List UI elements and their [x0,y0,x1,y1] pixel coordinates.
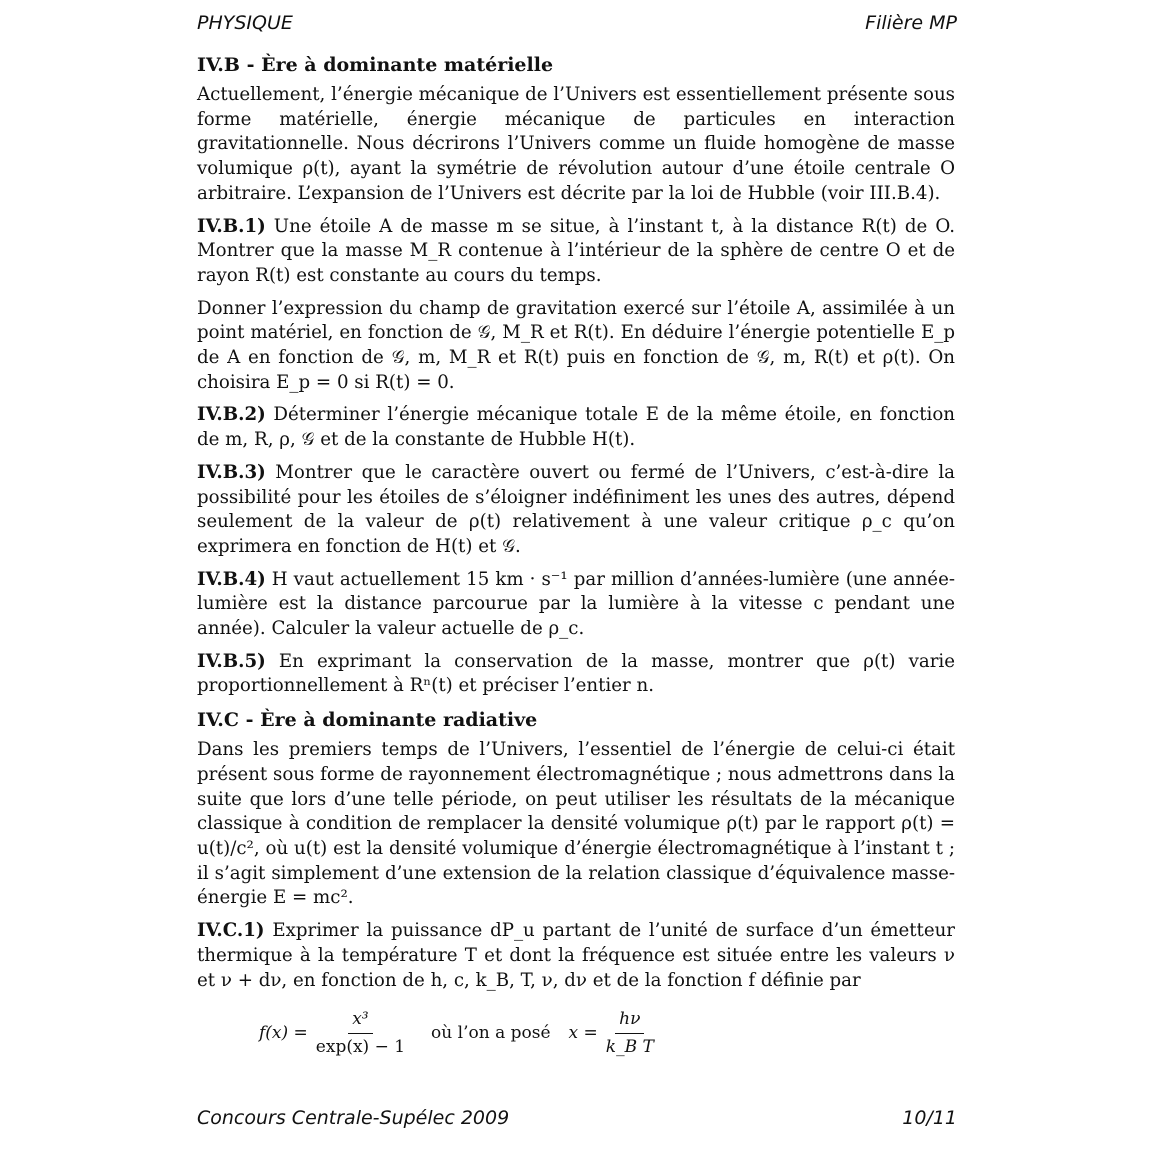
formula-x-eq: x = [568,1023,598,1044]
contest-label: Concours Centrale-Supélec 2009 [197,1107,510,1129]
question-text: Exprimer la puissance dP_u partant de l’unité de surface d’un émetteur thermique à la température T et dont la fréquence est située entre les valeurs ν et ν + dν, en fonction de h, c, k_B, T, ν, dν et de la fonction f définie par [197,920,955,991]
question-text: En exprimant la conservation de la masse, montrer que ρ(t) varie proportionnellement à Rⁿ(t) et préciser l’entier n. [197,650,955,697]
question-label: IV.C.1) [197,920,265,942]
question-label: IV.B.3) [197,461,266,483]
question-text: Une étoile A de masse m se situe, à l’instant t, à la distance R(t) de O. Montrer que la masse M_R contenue à l’intérieur de la sphère de centre O et de rayon R(t) est constante au cours du temps. [197,215,955,286]
fraction-numerator: hν [615,1007,644,1034]
question-text: Montrer que le caractère ouvert ou fermé de l’Univers, c’est-à-dire la possibilité pour les étoiles de s’éloigner indéfiniment les unes des autres, dépend seulement de la valeur de ρ(t) relativement à une valeur critique ρ_c qu’on exprimera en fonction de H(t) et 𝒢. [197,461,955,557]
question-ivc1 [197,919,955,993]
page-header [197,12,957,34]
fraction-f [316,1007,405,1059]
filiere-label: Filière MP [865,12,957,34]
fraction-denominator: exp(x) − 1 [315,1036,406,1057]
fraction-x [606,1007,654,1059]
question-text: Déterminer l’énergie mécanique totale E de la même étoile, en fonction de m, R, ρ, 𝒢 et de la constante de Hubble H(t). [197,404,955,451]
question-ivb5 [197,650,955,699]
exam-body [197,52,955,1060]
section-ivc-intro: Dans les premiers temps de l’Univers, l’essentiel de l’énergie de celui-ci était présent sous forme de rayonnement électromagnétique ; nous admettrons dans la suite que lors d’une telle période, on peut utiliser les résultats de la mécanique classique à condition de remplacer la densité volumique ρ(t) par le rapport ρ(t) = u(t)/c², où u(t) est la densité volumique d’énergie électromagnétique à l’instant t ; il s’agit simplement d’une extension de la relation classique d’équivalence masse-énergie E = mc². [197,739,955,909]
subject-label: PHYSIQUE [197,12,293,34]
formula-lhs: f(x) = [259,1023,308,1044]
section-ivc-title: IV.C - Ère à dominante radiative [197,709,538,732]
fraction-denominator: k_B T [605,1036,654,1057]
planck-formula [259,1007,955,1059]
page-footer [197,1107,957,1129]
question-label: IV.B.4) [197,568,266,590]
question-label: IV.B.2) [197,404,266,426]
question-ivb4 [197,568,955,642]
question-text: H vaut actuellement 15 km · s⁻¹ par million d’années-lumière (une année-lumière est la distance parcourue par la lumière à la vitesse c pendant une année). Calculer la valeur actuelle de ρ_c. [197,568,955,640]
question-label: IV.B.1) [197,215,266,237]
question-ivb1-continued: Donner l’expression du champ de gravitation exercé sur l’étoile A, assimilée à un point matériel, en fonction de 𝒢, M_R et R(t). En déduire l’énergie potentielle E_p de A en fonction de 𝒢, m, M_R et R(t) puis en fonction de 𝒢, m, R(t) et ρ(t). On choisira E_p = 0 si R(t) = 0. [197,297,955,393]
question-ivb2 [197,403,955,452]
question-label: IV.B.5) [197,650,266,672]
question-ivb3 [197,461,955,560]
section-ivb-intro: Actuellement, l’énergie mécanique de l’Univers est essentiellement présente sous forme matérielle, énergie mécanique de particules en interaction gravitationnelle. Nous décrirons l’Univers comme un fluide homogène de masse volumique ρ(t), ayant la symétrie de révolution autour d’une étoile centrale O arbitraire. L’expansion de l’Univers est décrite par la loi de Hubble (voir III.B.4). [197,84,955,204]
page-number: 10/11 [902,1107,957,1129]
formula-middle-text: où l’on a posé [431,1023,551,1044]
fraction-numerator: x³ [348,1007,372,1034]
section-ivb-title: IV.B - Ère à dominante matérielle [197,54,554,76]
question-ivb1 [197,215,955,289]
